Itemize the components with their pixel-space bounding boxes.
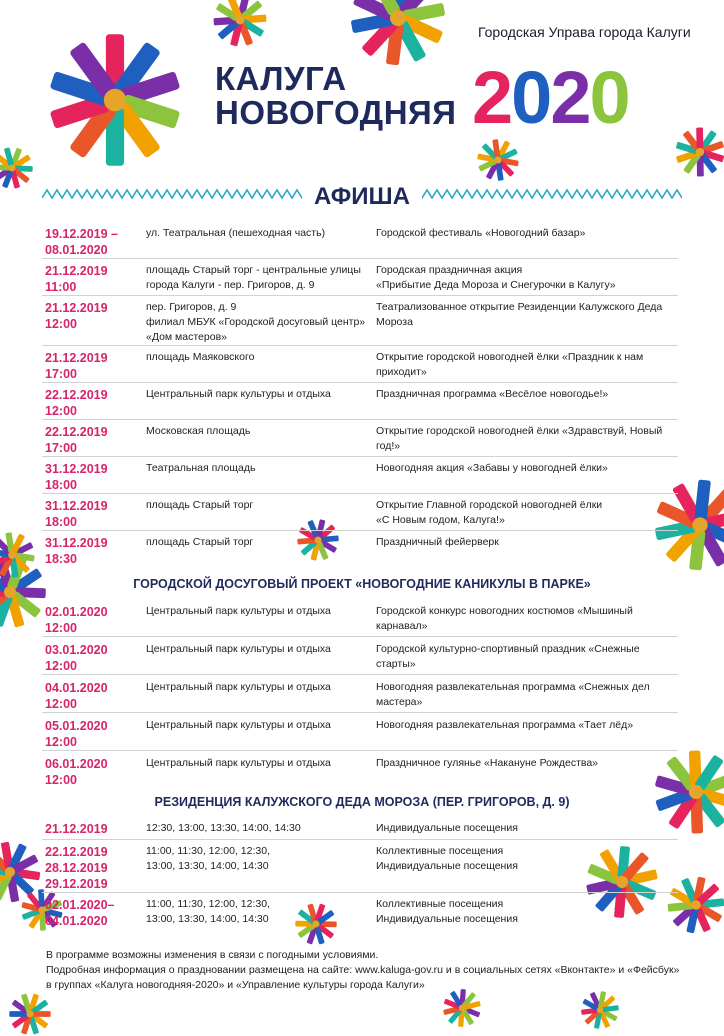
event-date: 21.12.2019 11:00 (45, 264, 108, 294)
table-row (42, 893, 678, 931)
visit-type: Коллективные посещения Индивидуальные посещения (376, 845, 518, 872)
table-row (42, 752, 678, 788)
event-place: Центральный парк культуры и отдыха (146, 719, 331, 731)
event-place: площадь Старый торг (146, 536, 254, 548)
event-title: Новогодняя развлекательная программа «Снежных дел мастера» (376, 681, 650, 708)
event-date: 31.12.2019 18:30 (45, 536, 108, 566)
afisha-heading (0, 183, 724, 211)
snowflake-ornament-icon (674, 126, 724, 178)
event-title: Праздничная программа «Весёлое новогодье!» (376, 388, 609, 400)
event-place: Московская площадь (146, 425, 251, 437)
event-title: Городской фестиваль «Новогодний базар» (376, 227, 586, 239)
event-title: Открытие Главной городской новогодней ёлки «С Новым годом, Калуга!» (376, 499, 603, 526)
table-row (42, 222, 678, 259)
event-date: 31.12.2019 18:00 (45, 499, 108, 529)
event-date: 21.12.2019 12:00 (45, 301, 108, 331)
event-date: 19.12.2019 – 08.01.2020 (45, 227, 118, 257)
event-place: ул. Театральная (пешеходная часть) (146, 227, 326, 239)
event-place: площадь Маяковского (146, 351, 255, 363)
event-place: Центральный парк культуры и отдыха (146, 388, 331, 400)
event-place: площадь Старый торг (146, 499, 254, 511)
event-title: Новогодняя акция «Забавы у новогодней ёлки» (376, 462, 608, 474)
table-row (42, 494, 678, 531)
event-date: 05.01.2020 12:00 (45, 719, 108, 749)
visit-date: 02.01.2020– 04.01.2020 (45, 898, 115, 928)
event-title: Новогодняя развлекательная программа «Тает лёд» (376, 719, 634, 731)
footer-line: В программе возможны изменения в связи с погодными условиями. (46, 949, 379, 961)
footer-line: Подробная информация о праздновании размещена на сайте: www.kaluga-gov.ru и в социальных сетях «Вконтакте» и «Фейсбук» (46, 964, 680, 976)
section-heading-park: ГОРОДСКОЙ ДОСУГОВЫЙ ПРОЕКТ «НОВОГОДНИЕ КАНИКУЛЫ В ПАРКЕ» (133, 577, 591, 591)
event-place: Центральный парк культуры и отдыха (146, 643, 331, 655)
title-line-1: КАЛУГА (215, 60, 347, 97)
year-digit: 2 (472, 56, 512, 139)
visit-times: 11:00, 11:30, 12:00, 12:30, 13:00, 13:30, 14:00, 14:30 (146, 845, 270, 872)
event-title: Праздничный фейерверк (376, 536, 499, 548)
event-date: 22.12.2019 17:00 (45, 425, 108, 455)
poster-year (472, 56, 629, 139)
snowflake-ornament-icon (0, 531, 36, 579)
event-place: Центральный парк культуры и отдыха (146, 681, 331, 693)
table-row (42, 638, 678, 675)
authority-label: Городская Управа города Калуги (478, 24, 691, 40)
table-row (42, 259, 678, 296)
visit-type: Коллективные посещения Индивидуальные посещения (376, 898, 518, 925)
event-title: Праздничное гулянье «Накануне Рождества» (376, 757, 599, 769)
event-date: 22.12.2019 12:00 (45, 388, 108, 418)
snowflake-ornament-icon (476, 138, 520, 182)
event-place: Центральный парк культуры и отдыха (146, 757, 331, 769)
table-row (42, 383, 678, 420)
table-row (42, 346, 678, 383)
year-digit: 0 (511, 56, 551, 139)
event-title: Открытие городской новогодней ёлки «Праздник к нам приходит» (376, 351, 644, 378)
event-date: 06.01.2020 12:00 (45, 757, 108, 787)
table-row (42, 457, 678, 494)
snowflake-ornament-icon (348, 0, 448, 68)
year-digit: 2 (550, 56, 590, 139)
event-date: 04.01.2020 12:00 (45, 681, 108, 711)
event-date: 31.12.2019 18:00 (45, 462, 108, 492)
event-place: пер. Григоров, д. 9 филиал МБУК «Городской досуговый центр» «Дом мастеров» (146, 301, 366, 343)
event-title: Открытие городской новогодней ёлки «Здравствуй, Новый год!» (376, 425, 663, 452)
section-heading-residence: РЕЗИДЕНЦИЯ КАЛУЖСКОГО ДЕДА МОРОЗА (ПЕР. ГРИГОРОВ, Д. 9) (154, 795, 570, 809)
event-date: 02.01.2020 12:00 (45, 605, 108, 635)
title-line-2: НОВОГОДНЯЯ (215, 94, 457, 131)
table-row (42, 420, 678, 457)
footer-line: в группах «Калуга новогодняя-2020» и «Управление культуры города Калуги» (46, 979, 425, 991)
snowflake-ornament-icon (45, 30, 185, 170)
visit-date: 22.12.2019 28.12.2019 29.12.2019 (45, 845, 108, 891)
year-digit: 0 (589, 56, 629, 139)
snowflake-ornament-icon (212, 0, 268, 48)
poster-title (215, 62, 456, 130)
event-title: Театрализованное открытие Резиденции Калужского Деда Мороза (376, 301, 663, 328)
visit-type: Индивидуальные посещения (376, 822, 518, 834)
table-row (42, 714, 678, 751)
footer-note (46, 948, 679, 993)
visit-date: 21.12.2019 (45, 822, 108, 836)
event-date: 03.01.2020 12:00 (45, 643, 108, 673)
event-date: 21.12.2019 17:00 (45, 351, 108, 381)
event-title: Городская праздничная акция «Прибытие Деда Мороза и Снегурочки в Калугу» (376, 264, 616, 291)
table-row (42, 817, 678, 840)
event-place: Центральный парк культуры и отдыха (146, 605, 331, 617)
event-place: площадь Старый торг - центральные улицы города Калуги - пер. Григоров, д. 9 (146, 264, 361, 291)
table-row (42, 296, 678, 346)
visit-times: 11:00, 11:30, 12:00, 12:30, 13:00, 13:30, 14:00, 14:30 (146, 898, 270, 925)
table-row (42, 840, 678, 893)
table-row (42, 676, 678, 713)
snowflake-ornament-icon (580, 990, 620, 1030)
event-title: Городской конкурс новогодних костюмов «Мышиный карнавал» (376, 605, 633, 632)
afisha-heading-text: АФИША (302, 183, 422, 210)
snowflake-ornament-icon (8, 992, 52, 1036)
snowflake-ornament-icon (442, 988, 482, 1028)
event-place: Театральная площадь (146, 462, 256, 474)
event-title: Городской культурно-спортивный праздник «Снежные старты» (376, 643, 640, 670)
visit-times: 12:30, 13:00, 13:30, 14:00, 14:30 (146, 822, 301, 834)
table-row (42, 531, 678, 567)
table-row (42, 600, 678, 637)
